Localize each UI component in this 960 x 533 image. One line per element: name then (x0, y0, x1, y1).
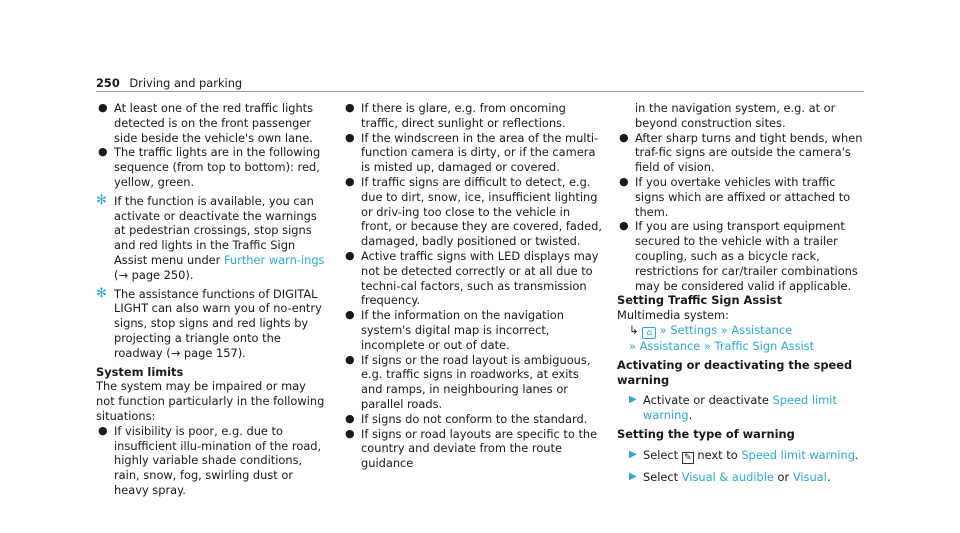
info-icon: ✻ (96, 192, 107, 208)
note-further-warnings: ✻ If the function is available, you can activate or deactivate the warnings at pedestrian crossings, stop signs and red lights in the Traffic Sign Assist menu under Further warn-ings (→ page 250). (96, 192, 325, 282)
column-3 (617, 101, 867, 485)
header-divider (96, 91, 864, 92)
step-select-type: ▶ Select Visual & audible or Visual. (629, 469, 831, 484)
system-limits-heading: System limits (96, 364, 184, 379)
list-item: ● Active traffic signs with LED displays may not be detected correctly or at all due to techni-cal factors, such as transmission frequency. (345, 248, 599, 308)
play-icon: ▶ (629, 394, 637, 406)
list-item-continuation: in the navigation system, e.g. at or beyond construction sites. (635, 101, 836, 130)
type-heading: Setting the type of warning (617, 426, 795, 441)
page-number: 250 (96, 76, 120, 90)
multimedia-label: Multimedia system: (617, 308, 729, 323)
menu-path-cont (617, 339, 867, 354)
assistance-link[interactable]: Assistance (639, 338, 701, 353)
list-item: ● The traffic lights are in the following sequence (from top to bottom): red, yellow, green. (98, 145, 321, 189)
list-item: ● At least one of the red traffic lights detected is on the front passenger side beside the vehicle's own lane. (98, 101, 314, 145)
activating-heading: Activating or deactivating the speed warning (617, 357, 853, 387)
further-warnings-link[interactable]: Further warn-ings (224, 252, 325, 267)
double-chevron-icon: » (629, 338, 636, 353)
double-chevron-icon: » (703, 338, 711, 353)
list-item: ● If traffic signs are difficult to detect, e.g. due to dirt, snow, ice, insufficient lighting or driv-ing too close to the vehicle in front, or because they are covered, faded, damaged, badly positioned or twisted. (345, 174, 602, 249)
settings-link[interactable]: Settings (670, 322, 718, 337)
play-icon: ▶ (629, 448, 637, 460)
list-item: ● If signs or road layouts are specific to the country and deviate from the route guidance (345, 426, 598, 471)
double-chevron-icon: » (659, 322, 667, 337)
assistance-link[interactable]: Assistance (731, 322, 793, 337)
note-digital-light: ✻ The assistance functions of DIGITAL LIGHT can also warn you of no-entry signs, stop signs and red lights by projecting a triangle onto the roadway (→ page 157). (96, 285, 322, 360)
double-chevron-icon: » (720, 322, 728, 337)
menu-path (617, 323, 867, 339)
home-icon[interactable]: ⌂ (642, 327, 656, 339)
info-icon: ✻ (96, 285, 107, 301)
list-item: ● If visibility is poor, e.g. due to insufficient illu-mination of the road, highly variable shade conditions, rain, snow, fog, swirling dust or heavy spray. (98, 423, 322, 497)
return-arrow-icon: ↳ (629, 322, 639, 337)
system-limits-text: The system may be impaired or may not function particularly in the following situations: (96, 379, 325, 423)
column-2 (343, 101, 603, 471)
list-item: ● If the windscreen in the area of the multi-function camera is dirty, or if the camera is misted up, damaged or covered. (345, 130, 599, 175)
step-select-pencil: ▶ Select ✎ next to Speed limit warning. (629, 447, 859, 463)
page-header (96, 76, 242, 91)
traffic-sign-assist-link[interactable]: Traffic Sign Assist (714, 338, 815, 353)
setting-heading: Setting Traffic Sign Assist (617, 293, 783, 308)
list-item: ● If signs do not conform to the standard. (345, 411, 588, 426)
visual-audible-link[interactable]: Visual & audible (681, 469, 774, 484)
list-item: ● If you are using transport equipment secured to the vehicle with a trailer coupling, such as a bicycle rack, restrictions for car/trailer combinations may be considered valid if applicable. (619, 219, 858, 293)
chapter-title: Driving and parking (129, 76, 243, 90)
pencil-icon[interactable]: ✎ (682, 452, 694, 464)
list-item: ● After sharp turns and tight bends, when traf-fic signs are outside the camera's field of vision. (619, 130, 863, 175)
column-1 (96, 101, 328, 498)
play-icon: ▶ (629, 470, 637, 482)
visual-link[interactable]: Visual (792, 469, 827, 484)
list-item: ● If signs or the road layout is ambiguous, e.g. traffic signs in roadworks, at exits and ramps, in neighbouring lanes or parallel roads. (345, 352, 591, 411)
list-item: ● If the information on the navigation system's digital map is incorrect, incomplete or out of date. (345, 308, 564, 352)
step-activate: ▶ Activate or deactivate Speed limit warning. (629, 393, 837, 423)
list-item: ● If there is glare, e.g. from oncoming traffic, direct sunlight or reflections. (345, 101, 566, 130)
speed-limit-warning-link[interactable]: Speed limit warning (741, 447, 855, 462)
speed-limit-warning-link[interactable]: Speed limit warning (643, 393, 837, 423)
list-item: ● If you overtake vehicles with traffic signs which are affixed or attached to them. (619, 174, 851, 219)
